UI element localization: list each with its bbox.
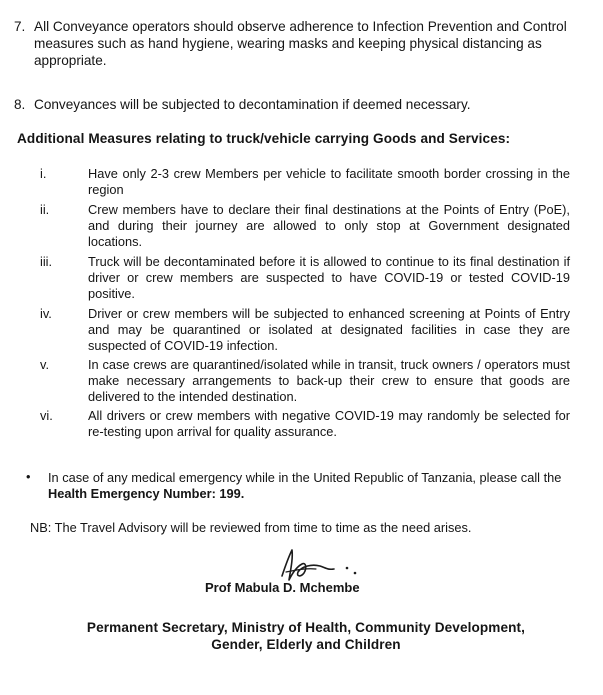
measure-text: In case crews are quarantined/isolated while in transit, truck owners / operators must make necessary arrangements to back-up their crew to ensure that goods are delivered to the intended destination. [88,357,570,404]
measure-text: Driver or crew members will be subjected to enhanced screening at Points of Entry and may be quarantined or isolated at designated facilities in case they are suspected of COVID-19 infection. [88,306,570,353]
measure-text: Crew members have to declare their final destinations at the Points of Entry (PoE), and during their journey are allowed to only stop at Government designated locations. [88,202,570,249]
signatory-name: Prof Mabula D. Mchembe [205,580,360,595]
item-text: Conveyances will be subjected to decontamination if deemed necessary. [34,97,471,112]
emergency-text-block [48,470,566,502]
measure-text: Truck will be decontaminated before it is allowed to continue to its final destination if driver or crew members are suspected to have COVID-19 or tested COVID-19 positive. [88,254,570,301]
emergency-number: Health Emergency Number: 199. [48,486,245,501]
emergency-text: In case of any medical emergency while in the United Republic of Tanzania, please call the [48,470,562,485]
bullet-dot-icon: • [26,469,31,484]
roman-numeral: v. [40,357,50,372]
roman-numeral: iv. [40,306,52,321]
roman-numeral: ii. [40,202,50,217]
measure-text: All drivers or crew members with negative COVID-19 may randomly be selected for re-testing upon arrival for quality assurance. [88,408,570,439]
roman-numeral: iii. [40,254,53,269]
nb-note: NB: The Travel Advisory will be reviewed from time to time as the need arises. [30,520,472,535]
signatory-title-line: Gender, Elderly and Children [211,637,401,652]
section-heading: Additional Measures relating to truck/vehicle carrying Goods and Services: [17,131,511,146]
signatory-title [26,619,586,653]
roman-numeral: i. [40,166,47,181]
signatory-title-line: Permanent Secretary, Ministry of Health, Community Development, [86,620,526,635]
item-number: 7. [14,19,26,34]
measure-text: Have only 2-3 crew Members per vehicle to facilitate smooth border crossing in the region [88,166,570,197]
roman-numeral: vi. [40,408,53,423]
item-text: All Conveyance operators should observe adherence to Infection Prevention and Control measures such as hand hygiene, wearing masks and keeping physical distancing as appropriate. [34,19,567,68]
item-number: 8. [14,97,26,112]
